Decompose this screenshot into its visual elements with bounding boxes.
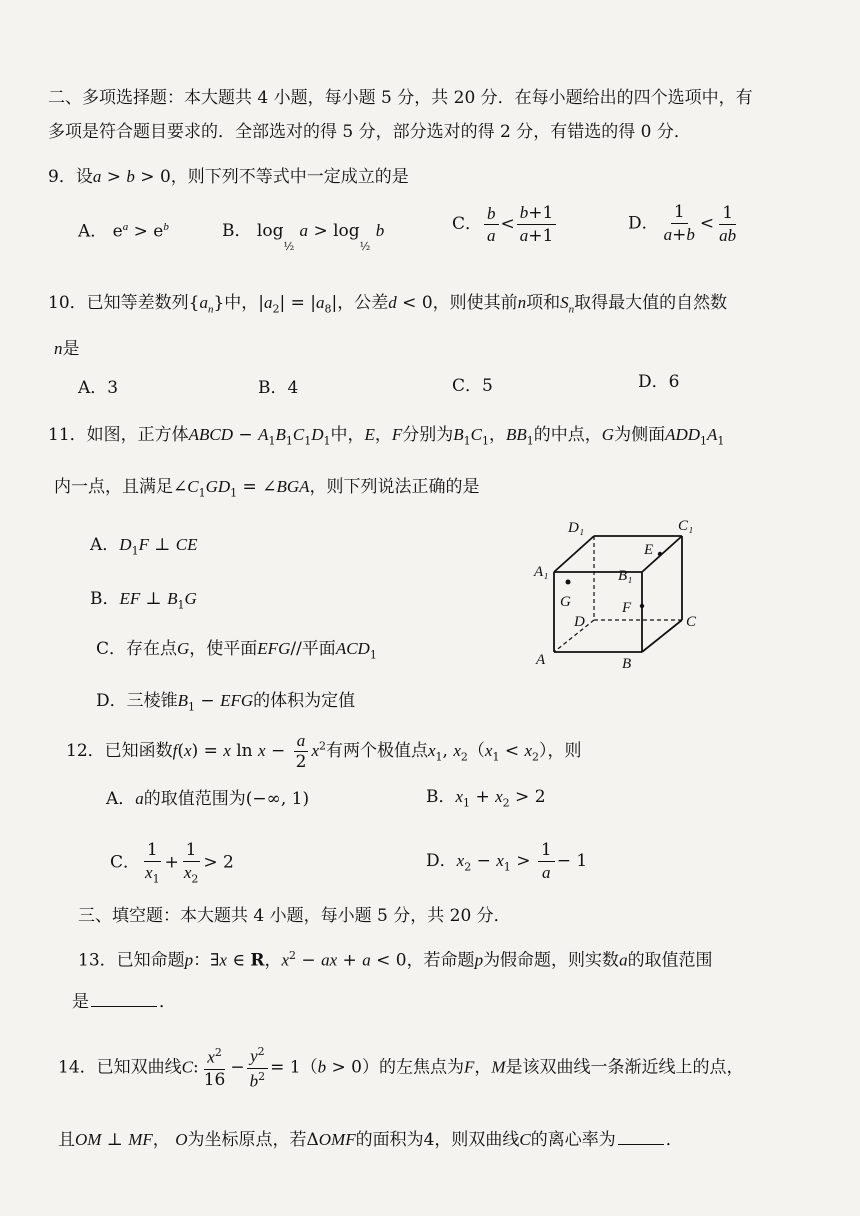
label-C1: C₁	[678, 518, 694, 534]
q13-stem: 13．已知命题p：∃x ∈ R，$x^2$ − ax + a < 0，若命题p为假命题，则实数a的取值范围	[78, 949, 713, 971]
q9-text1: 设	[75, 167, 93, 187]
q9-option-c: C． $\frac{b}{a}$ < $\frac{b+1}{a+1}$	[452, 204, 558, 245]
section2-heading-cont: 多项是符合题目要求的．全部选对的得 5 分，部分选对的得 2 分，有错选的得 0 分．	[48, 122, 691, 142]
q12-stem: 12．已知函数f(x) = x ln x − $\frac{a}{2}$ $x^2$有两个极值点$x_1$, $x_2(x_1 < x_2)$，则	[66, 731, 582, 772]
q12-option-b: B．$x_1 + x_2 > 2$	[426, 787, 546, 810]
label-A1: A₁	[534, 564, 549, 580]
label-B1: B₁	[618, 568, 633, 584]
q9-option-a: A． $e^a > e^b$	[78, 221, 169, 242]
q11-option-c: C．存在点G，使平面EFG//平面$ACD_1$	[96, 639, 377, 662]
q9-option-d: D． $\frac{1}{a+b}$ < $\frac{1}{ab}$	[628, 202, 737, 245]
label-C: C	[686, 614, 697, 630]
q14-stem: 14．已知双曲线C: $\frac{x^2}{16}$ − $\frac{y^2}{b^2}$ = 1（b > 0）的左焦点为F，M是该双曲线一条渐近线上的点，	[58, 1045, 744, 1091]
label-G: G	[560, 594, 571, 610]
label-F: F	[622, 600, 632, 616]
q9-option-b: B． $\log_{\frac{1}{2}} a > \log_{\frac{1}{2}} b$	[222, 221, 385, 254]
section3-heading: 三、填空题：本大题共 4 小题，每小题 5 分，共 20 分．	[78, 906, 511, 926]
q11-stem: 11．如图，正方体ABCD − $A_1B_1C_1D_1$中，E，F分别为$B_1C_1$，$BB_1$的中点，G为侧面$ADD_1A_1$	[48, 425, 725, 448]
label-D1: D₁	[568, 520, 585, 536]
q10-stem: 10．已知等差数列$\{a_n\}$中，$|a_2| = |a_8|$，公差d < 0，则使其前n项和$S_n$取得最大值的自然数	[48, 293, 728, 316]
q12-option-d: D．$x_2 - x_1$ > $\frac{1}{a}$ − 1	[426, 840, 588, 882]
q12-option-c: C． $\frac{1}{x_1}$ + $\frac{1}{x_2}$ > 2	[110, 840, 234, 886]
q11-cube-figure	[520, 510, 720, 680]
label-B: B	[622, 656, 632, 672]
q13-answer-blank[interactable]	[91, 992, 157, 1007]
q13-stem-cont: 是 ．	[72, 992, 176, 1012]
q12-option-a: A．a的取值范围为(−∞, 1)	[106, 789, 310, 809]
q9-stem: 9．设a > b > 0，则下列不等式中一定成立的是	[48, 167, 409, 187]
q11-option-b: B．EF ⊥ $B_1G$	[90, 589, 197, 612]
q9-text2: ，则下列不等式中一定成立的是	[170, 167, 409, 187]
label-A: A	[536, 652, 546, 668]
section2-heading: 二、多项选择题：本大题共 4 小题，每小题 5 分，共 20 分．在每小题给出的四个选项中，有	[48, 88, 753, 108]
q11-stem-cont: 内一点，且满足$\angle C_1GD_1$ = ∠BGA，则下列说法正确的是	[54, 477, 480, 500]
q14-stem-cont: 且OM ⊥ MF， O为坐标原点，若ΔOMF的面积为4，则双曲线C的离心率为 ．	[58, 1130, 683, 1150]
q10-option-a: A．3	[78, 378, 119, 398]
q14-answer-blank[interactable]	[618, 1130, 664, 1145]
q10-stem-cont: n是	[54, 339, 80, 359]
q9-number: 9．	[48, 167, 76, 187]
label-D: D	[574, 614, 585, 630]
q10-option-b: B．4	[258, 378, 299, 398]
q11-option-a: A．$D_1F$ ⊥ CE	[90, 535, 198, 558]
q10-option-d: D．6	[638, 372, 680, 392]
q11-option-d: D．三棱锥$B_1$ − EFG的体积为定值	[96, 691, 356, 714]
q10-option-c: C．5	[452, 376, 493, 396]
label-E: E	[644, 542, 654, 558]
